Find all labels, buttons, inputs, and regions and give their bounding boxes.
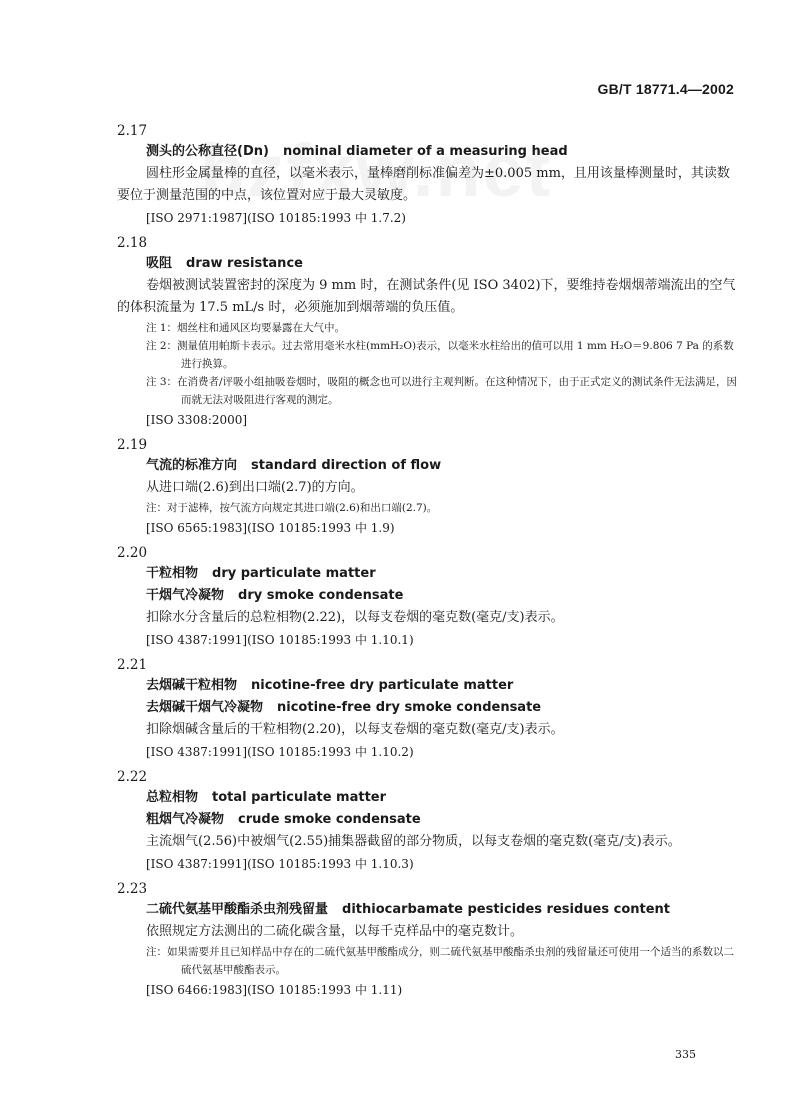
term-reference: [ISO 6565:1983](ISO 10185:1993 中 1.9) bbox=[146, 521, 395, 535]
term-zh: 粗烟气冷凝物 bbox=[146, 812, 225, 827]
term-entry-2-19 bbox=[117, 435, 742, 539]
term-en: dry smoke condensate bbox=[238, 588, 404, 603]
term-note: 注 2：测量值用帕斯卡表示。过去常用毫米水柱(mmH₂O)表示，以毫米水柱给出的值可以用 1 mm H₂O＝9.806 7 Pa 的系数进行换算。 bbox=[146, 340, 734, 370]
term-reference: [ISO 4387:1991](ISO 10185:1993 中 1.10.3) bbox=[146, 857, 414, 871]
term-zh: 干烟气冷凝物 bbox=[146, 588, 225, 603]
term-heading bbox=[146, 455, 742, 477]
term-entry-2-21 bbox=[117, 655, 742, 763]
term-note: 注：如果需要并且已知样品中存在的二硫代氨基甲酸酯成分，则二硫代氨基甲酸酯杀虫剂的残留量还可使用一个适当的系数以二硫代氨基甲酸酯表示。 bbox=[146, 946, 734, 976]
term-reference: [ISO 3308:2000] bbox=[146, 413, 248, 427]
term-heading bbox=[146, 585, 742, 607]
term-note: 注 3：在消费者/评吸小组抽吸卷烟时，吸阻的概念也可以进行主观判断。在这种情况下，由于正式定义的测试条件无法满足，因而就无法对吸阻进行客观的测定。 bbox=[146, 376, 738, 406]
term-definition: 从进口端(2.6)到出口端(2.7)的方向。 bbox=[146, 480, 364, 495]
term-reference: [ISO 6466:1983](ISO 10185:1993 中 1.11) bbox=[146, 983, 403, 997]
term-definition: 依照规定方法测出的二硫化碳含量，以每千克样品中的毫克数计。 bbox=[146, 924, 524, 939]
term-zh: 去烟碱干粒相物 bbox=[146, 678, 238, 693]
term-definition: 主流烟气(2.56)中被烟气(2.55)捕集器截留的部分物质，以每支卷烟的毫克数(毫克/支)表示。 bbox=[146, 834, 681, 849]
terms-content bbox=[117, 121, 742, 1001]
term-en: crude smoke condensate bbox=[238, 812, 421, 827]
term-definition: 扣除烟碱含量后的干粒相物(2.20)，以每支卷烟的毫克数(毫克/支)表示。 bbox=[146, 722, 564, 737]
term-en: draw resistance bbox=[186, 256, 303, 271]
term-reference: [ISO 2971:1987](ISO 10185:1993 中 1.7.2) bbox=[146, 211, 406, 225]
term-entry-2-17 bbox=[117, 121, 742, 229]
page-number: 335 bbox=[675, 1048, 696, 1061]
term-entry-2-22 bbox=[117, 767, 742, 875]
entry-number: 2.19 bbox=[117, 437, 148, 453]
term-zh: 二硫代氨基甲酸酯杀虫剂残留量 bbox=[146, 902, 329, 917]
term-note: 注：对于滤棒，按气流方向规定其进口端(2.6)和出口端(2.7)。 bbox=[146, 502, 438, 514]
entry-number: 2.17 bbox=[117, 123, 148, 139]
term-definition: 卷烟被测试装置密封的深度为 9 mm 时，在测试条件(见 ISO 3402)下，要维持卷烟烟蒂端流出的空气的体积流量为 17.5 mL/s 时，必须施加到烟蒂端的负压值。 bbox=[117, 278, 736, 315]
term-reference: [ISO 4387:1991](ISO 10185:1993 中 1.10.2) bbox=[146, 745, 414, 759]
term-zh: 干粒相物 bbox=[146, 566, 199, 581]
term-heading bbox=[146, 563, 742, 585]
term-zh: 去烟碱干烟气冷凝物 bbox=[146, 700, 264, 715]
term-heading bbox=[146, 809, 742, 831]
term-en: nicotine-free dry particulate matter bbox=[251, 678, 514, 693]
term-zh: 总粒相物 bbox=[146, 790, 199, 805]
entry-number: 2.23 bbox=[117, 881, 148, 897]
term-reference: [ISO 4387:1991](ISO 10185:1993 中 1.10.1) bbox=[146, 633, 414, 647]
term-definition: 扣除水分含量后的总粒相物(2.22)，以每支卷烟的毫克数(毫克/支)表示。 bbox=[146, 610, 564, 625]
term-note: 注 1：烟丝柱和通风区均要暴露在大气中。 bbox=[146, 322, 346, 334]
entry-number: 2.18 bbox=[117, 235, 148, 251]
term-heading bbox=[146, 899, 742, 921]
term-zh: 吸阻 bbox=[146, 256, 173, 271]
term-heading bbox=[146, 253, 742, 275]
term-heading bbox=[146, 697, 742, 719]
term-en: dithiocarbamate pesticides residues content bbox=[342, 902, 671, 917]
entry-number: 2.20 bbox=[117, 545, 148, 561]
term-entry-2-18 bbox=[117, 233, 742, 431]
term-definition: 圆柱形金属量棒的直径，以毫米表示，量棒磨削标准偏差为±0.005 mm，且用该量棒测量时，其读数要位于测量范围的中点，该位置对应于最大灵敏度。 bbox=[117, 166, 730, 203]
term-en: nicotine-free dry smoke condensate bbox=[277, 700, 542, 715]
entry-number: 2.22 bbox=[117, 769, 148, 785]
term-en: total particulate matter bbox=[212, 790, 387, 805]
entry-number: 2.21 bbox=[117, 657, 148, 673]
term-entry-2-20 bbox=[117, 543, 742, 651]
term-en: nominal diameter of a measuring head bbox=[282, 144, 568, 159]
standard-code: GB/T 18771.4—2002 bbox=[597, 81, 734, 97]
term-entry-2-23 bbox=[117, 879, 742, 1001]
term-en: dry particulate matter bbox=[212, 566, 376, 581]
term-zh: 气流的标准方向 bbox=[146, 458, 238, 473]
term-en: standard direction of flow bbox=[251, 458, 442, 473]
term-heading bbox=[146, 675, 742, 697]
term-heading bbox=[146, 787, 742, 809]
term-heading bbox=[146, 141, 742, 163]
term-zh: 测头的公称直径(Dn) bbox=[146, 144, 269, 159]
